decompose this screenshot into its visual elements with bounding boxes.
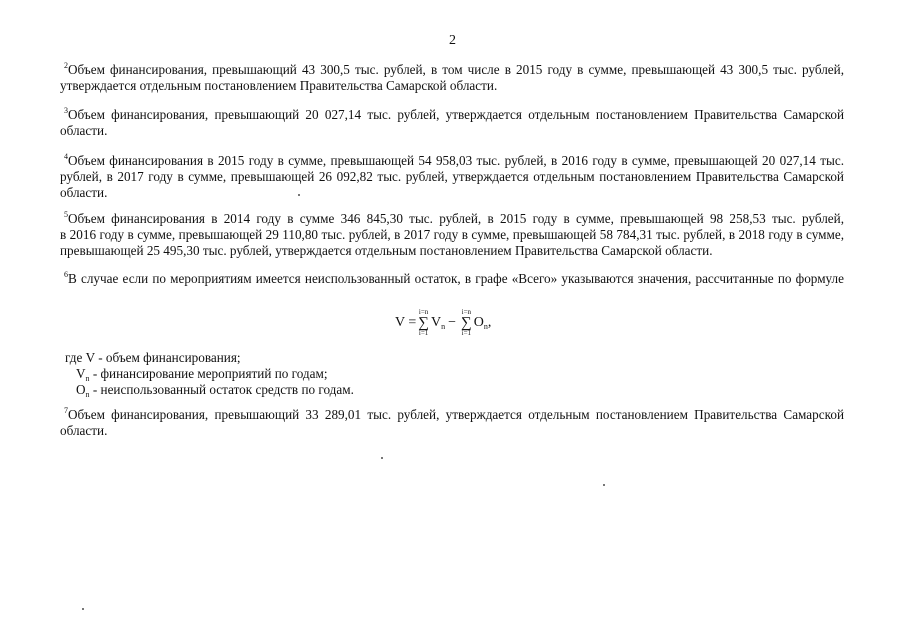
footnote-2 [60,62,844,94]
formula-term-1 [431,315,445,331]
footnote-6-text-1: В случае если по мероприятиям имеется неиспользованный остаток, в графе «Всего» указываются значения, рассчитанные по формуле [68,271,844,286]
page-number: 2 [449,33,456,48]
sum-2-upper: i=n [461,308,472,316]
footnote-3-line-1 [60,107,844,123]
scan-speck [381,457,383,459]
formula-minus: − [448,315,456,330]
footnote-2-line-1 [60,62,844,78]
sum-2-lower: i=1 [461,329,472,337]
formula-term-1-symbol: V [430,315,442,330]
formula-end: , [487,315,492,330]
footnote-6 [60,271,844,287]
footnote-5 [60,211,844,259]
footnote-5-line-3: превышающей 25 495,30 тыс. рублей, утверждается отдельным постановлением Правительства Самарской области. [60,243,713,258]
footnote-3 [60,107,844,139]
footnote-2-mark: 2 [64,61,68,70]
sum-1-lower: i=1 [418,329,429,337]
footnote-3-line-2: области. [60,123,108,138]
footnote-5-text-1: Объем финансирования в 2014 году в сумме 346 845,30 тыс. рублей, в 2015 году в сумме, превышающей 98 258,53 тыс. рублей, [68,211,844,226]
footnote-7-mark: 7 [64,406,68,415]
footnote-4-line-2: рублей, в 2017 году в сумме, превышающей 26 092,82 тыс. рублей, утверждается отдельным постановлением Правительства Самарской [60,169,844,184]
footnote-4-line-1 [60,153,844,169]
footnote-6-mark: 6 [64,270,68,279]
legend-line-3-text: - неиспользованный остаток средств по годам. [89,382,354,397]
footnote-3-mark: 3 [64,106,68,115]
legend-line-3-sub: n [85,390,90,399]
scan-speck [82,608,84,610]
legend-line-3-symbol: O [76,382,86,397]
footnote-2-line-2: утверждается отдельным постановлением Правительства Самарской области. [60,78,498,93]
footnote-7-text-1: Объем финансирования, превышающий 33 289,01 тыс. рублей, утверждается отдельным постановлением Правительства Самарской [68,407,844,422]
footnote-4-mark: 4 [64,152,68,161]
footnote-5-line-1 [60,211,844,227]
formula-term-2-sub: n [483,322,488,331]
formula-lhs: V = [395,315,417,330]
formula-term-1-sub: n [441,322,446,331]
sigma-2-symbol: ∑ [461,315,472,331]
footnote-7 [60,407,844,439]
footnote-5-mark: 5 [64,210,68,219]
sum-2 [461,309,472,337]
scan-speck [603,484,605,486]
footnote-6-line-1 [60,271,844,287]
footnote-4-line-3: области. [60,185,108,200]
legend-line-1: где V - объем финансирования; [65,350,241,365]
scan-speck [298,194,300,196]
footnote-2-text-1: Объем финансирования, превышающий 43 300,5 тыс. рублей, в том числе в 2015 году в сумме, превышающей 43 300,5 тыс. рублей, [68,62,844,77]
footnote-4-text-1: Объем финансирования в 2015 году в сумме, превышающей 54 958,03 тыс. рублей, в 2016 году в сумме, превышающей 20 027,14 тыс. [68,153,844,168]
sigma-1-symbol: ∑ [418,315,429,331]
sum-1 [418,309,429,337]
formula-term-2-symbol: O [473,315,484,330]
footnote-7-line-2: области. [60,423,108,438]
legend-line-2-symbol: V [76,366,86,381]
legend-line-3 [76,382,354,403]
legend-line-2-text: - финансирование мероприятий по годам; [89,366,328,381]
formula-term-2 [474,315,488,331]
footnote-5-line-2: в 2016 году в сумме, превышающей 29 110,80 тыс. рублей, в 2017 году в сумме, превышающей 58 784,31 тыс. рублей, в 2018 году в сумме, [60,227,844,242]
footnote-3-text-1: Объем финансирования, превышающий 20 027,14 тыс. рублей, утверждается отдельным постановлением Правительства Самарской [68,107,844,122]
footnote-4 [60,153,844,201]
legend-line-2-sub: n [85,374,90,383]
formula [395,300,491,346]
footnote-7-line-1 [60,407,844,423]
sum-1-upper: i=n [418,308,429,316]
